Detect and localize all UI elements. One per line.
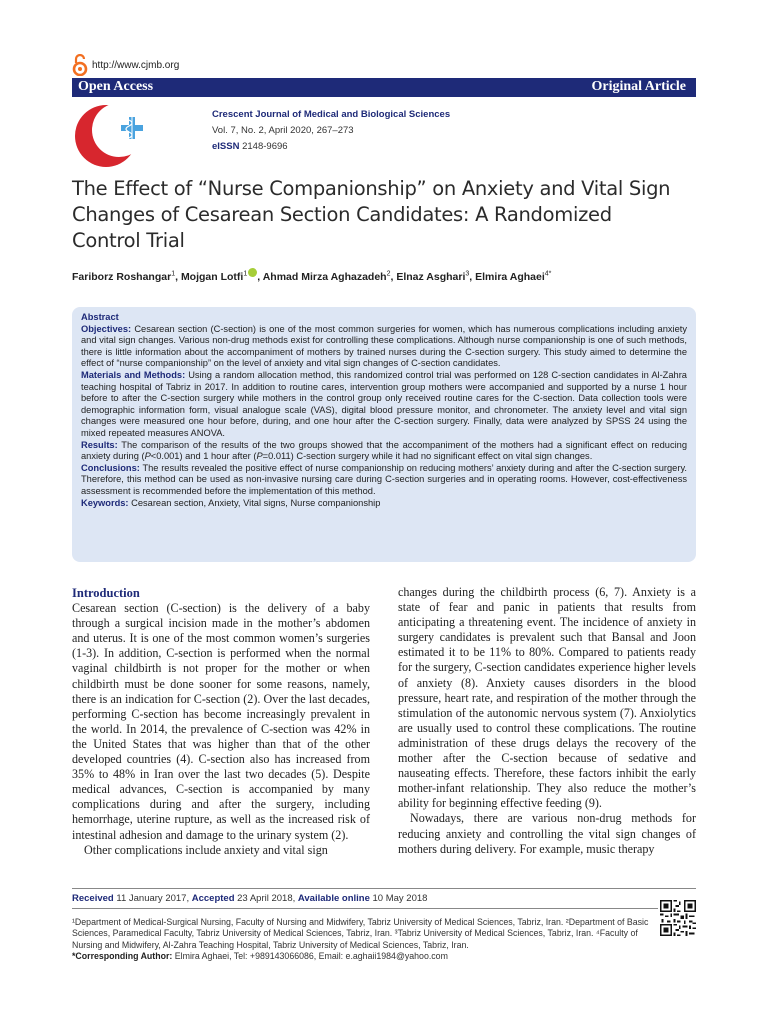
journal-url-link[interactable]: http://www.cjmb.org [92,60,180,71]
article-type-label: Original Article [591,79,686,94]
body-paragraph: Other complications include anxiety and vital sign [84,842,328,857]
author-affiliation-mark: 1 [171,270,176,278]
methods-text: Using a random allocation method, this randomized control trial was performed on 128 C-section candidates in Al-Zahra teaching hospital of Tabriz in 2017. In addition to routine cares, intervention group mothers were accompanied and supported by a nurse 1 hour before to after the C-section surgery while mothers in the control group only received routine cares for the C-section. Data collection tools were demographic information form, visual analogue scale (VAS), digital blood pressure monitor, and chronometer. The anxiety level and vital sign changes were measured one hour before, during, and one hour after the C-section surgery. Finally, data were analyzed by SPSS 24 using the mixed repeated measures ANOVA. [81,369,687,438]
received-dates [72,893,427,904]
abstract-content [81,312,687,509]
online-label: Available online [297,893,370,904]
author-name[interactable]: Elnaz Asghari [396,271,466,283]
journal-volume: Vol. 7, No. 2, April 2020, 267–273 [212,125,354,136]
p-value-symbol: P [256,451,263,462]
abstract-methods [81,370,687,440]
author-affiliation-mark: 3 [465,270,470,278]
keywords-text: Cesarean section, Anxiety, Vital signs, Nurse companionship [131,497,381,508]
objectives-label: Objectives: [81,323,132,334]
author-affiliation-mark: 2 [386,270,391,278]
eissn-value: 2148-9696 [242,141,288,152]
author-name[interactable]: Ahmad Mirza Aghazadeh [262,271,387,283]
results-label: Results: [81,439,118,450]
abstract-conclusions [81,463,687,498]
abstract-results [81,440,687,463]
body-column-right [398,585,696,857]
author-affiliation-mark: 4* [544,270,552,278]
affiliations-text: ¹Department of Medical-Surgical Nursing, Faculty of Nursing and Midwifery, Tabriz University of Medical Sciences, Tabriz, Iran. ²Department of Basic Sciences, Paramedical Faculty, Tabriz University of Medical Sciences, Tabriz, Iran. ³Tabriz University of Medical Sciences, Tabriz, Iran. ⁴Faculty of Nursing and Midwifery, Al-Zahra Teaching Hospital, Tabriz University of Medical Sciences, Tabriz, Iran. [72,917,649,950]
affiliations [72,917,658,962]
keywords-label: Keywords: [81,497,129,508]
author-name[interactable]: Elmira Aghaei [475,271,545,283]
body-column-left [72,586,370,858]
journal-title: Crescent Journal of Medical and Biological Sciences [212,109,451,120]
objectives-text: Cesarean section (C-section) is one of the most common surgeries for women, which has numerous complications including anxiety and vital sign changes. Various non-drug methods exist for controlling these complications. Although nurse companionship is one of such methods, there is little information about the accompaniment of mothers by trained nurses during the C-section surgery. This study aimed to determine the effect of “nurse companionship” on the level of anxiety and vital sign changes of C-section candidates. [81,323,687,369]
corresponding-text: Elmira Aghaei, Tel: +989143066086, Email: e.aghaii1984@yahoo.com [174,950,448,961]
body-paragraph: Nowadays, there are various non-drug methods for reducing anxiety and controlling the vital sign changes of mothers during delivery. For example, music therapy [398,811,696,856]
author-affiliation-mark: 1 [243,270,248,278]
article-title: The Effect of “Nurse Companionship” on Anxiety and Vital Sign Changes of Cesarean Section Candidates: A Randomized Control Trial [72,177,671,252]
orcid-icon[interactable] [248,268,257,277]
open-access-label: Open Access [78,79,154,94]
results-text: <0.001) and 1 hour after ( [150,451,257,462]
eissn-label: eISSN [212,141,240,152]
corresponding-label: *Corresponding Author: [72,950,173,961]
author-name[interactable]: Fariborz Roshangar [72,271,172,283]
introduction-heading: Introduction [72,586,140,600]
footer-divider [72,908,658,909]
p-value-symbol: P [144,451,151,462]
conclusions-text: The results revealed the positive effect of nurse companionship on reducing mothers’ anxiety during and after the C-section surgery. Therefore, this method can be used as non-invasive nursing care during C-section surgeries and in operating rooms. However, cost-effectiveness assessment is recommended before the implementation of this method. [81,462,687,496]
journal-eissn [212,141,288,152]
accepted-date: 23 April 2018, [237,893,296,904]
conclusions-label: Conclusions: [81,462,140,473]
results-text: The comparison of the results of the two groups showed that the accompaniment of the mothers had a significant effect on reducing anxiety during ( [81,439,687,462]
footer-divider [72,888,696,889]
abstract-heading: Abstract [81,312,119,322]
body-paragraph: changes during the childbirth process (6, 7). Anxiety is a state of fear and panic in patients that results from anticipating a threatening event. The incidence of anxiety in surgery candidates is prevalent such that Bansal and Joon estimated it to be 11% to 80%. Compared to patients ready for the surgery, C-section candidates experience higher levels of anxiety (8). Anxiety causes disorders in the blood pressure, heart rate, and respiration of the mother through the stimulation of the autonomic nervous system (7). Anxiolytics are usually used to control these complications. The routine administration of these drugs delays the recovery of the mother after the C-section because of sedative and nauseating effects. Therefore, these factors inhibit the early mother-infant relationship. They also reduce the mother’s ability for beginning effective feeding (9). [398,585,696,811]
author-list: Fariborz Roshangar$^1$, Mojgan Lotfi$^1$ , Ahmad Mirza Aghazadeh$^2$, Elnaz Asghari$^3$, Elmira Aghaei$^{4*}$ [72,268,551,283]
methods-label: Materials and Methods: [81,369,186,380]
crescent-journal-logo-icon [70,100,190,172]
accepted-label: Accepted [191,893,235,904]
received-date: 11 January 2017, [116,893,190,904]
online-date: 10 May 2018 [372,893,428,904]
qr-code-icon[interactable] [660,900,696,936]
open-access-lock-icon [72,54,88,76]
results-text: =0.011) C-section surgery while it had no significant effect on vital sign changes. [262,451,593,462]
abstract-objectives [81,324,687,370]
abstract-keywords [81,498,687,510]
author-name[interactable]: Mojgan Lotfi [180,271,244,283]
received-label: Received [72,893,114,904]
body-paragraph: Cesarean section (C-section) is the delivery of a baby through a surgical incision made in the mother’s abdomen and uterus. It is one of the most common women’s surgeries (1-3). In addition, C-section is performed when the normal vaginal childbirth is not proper for the mother or when childbirth must be done sooner for some reasons, namely, there is an indication for C-section (2). Over the last decades, performing C-section has become increasingly prevalent in the world. In 2014, the prevalence of C-section was 42% in the United States that was higher than that of the other developed countries (4). C-section also has increased from 35% to 48% in Iran over the last two decades (5). Despite medical advances, C-section is accompanied by many complications during and after the surgery, including hemorrhage, uterine rupture, as well as the increased risk of intestinal adhesion and damage to the urinary system (2). [72,601,370,842]
